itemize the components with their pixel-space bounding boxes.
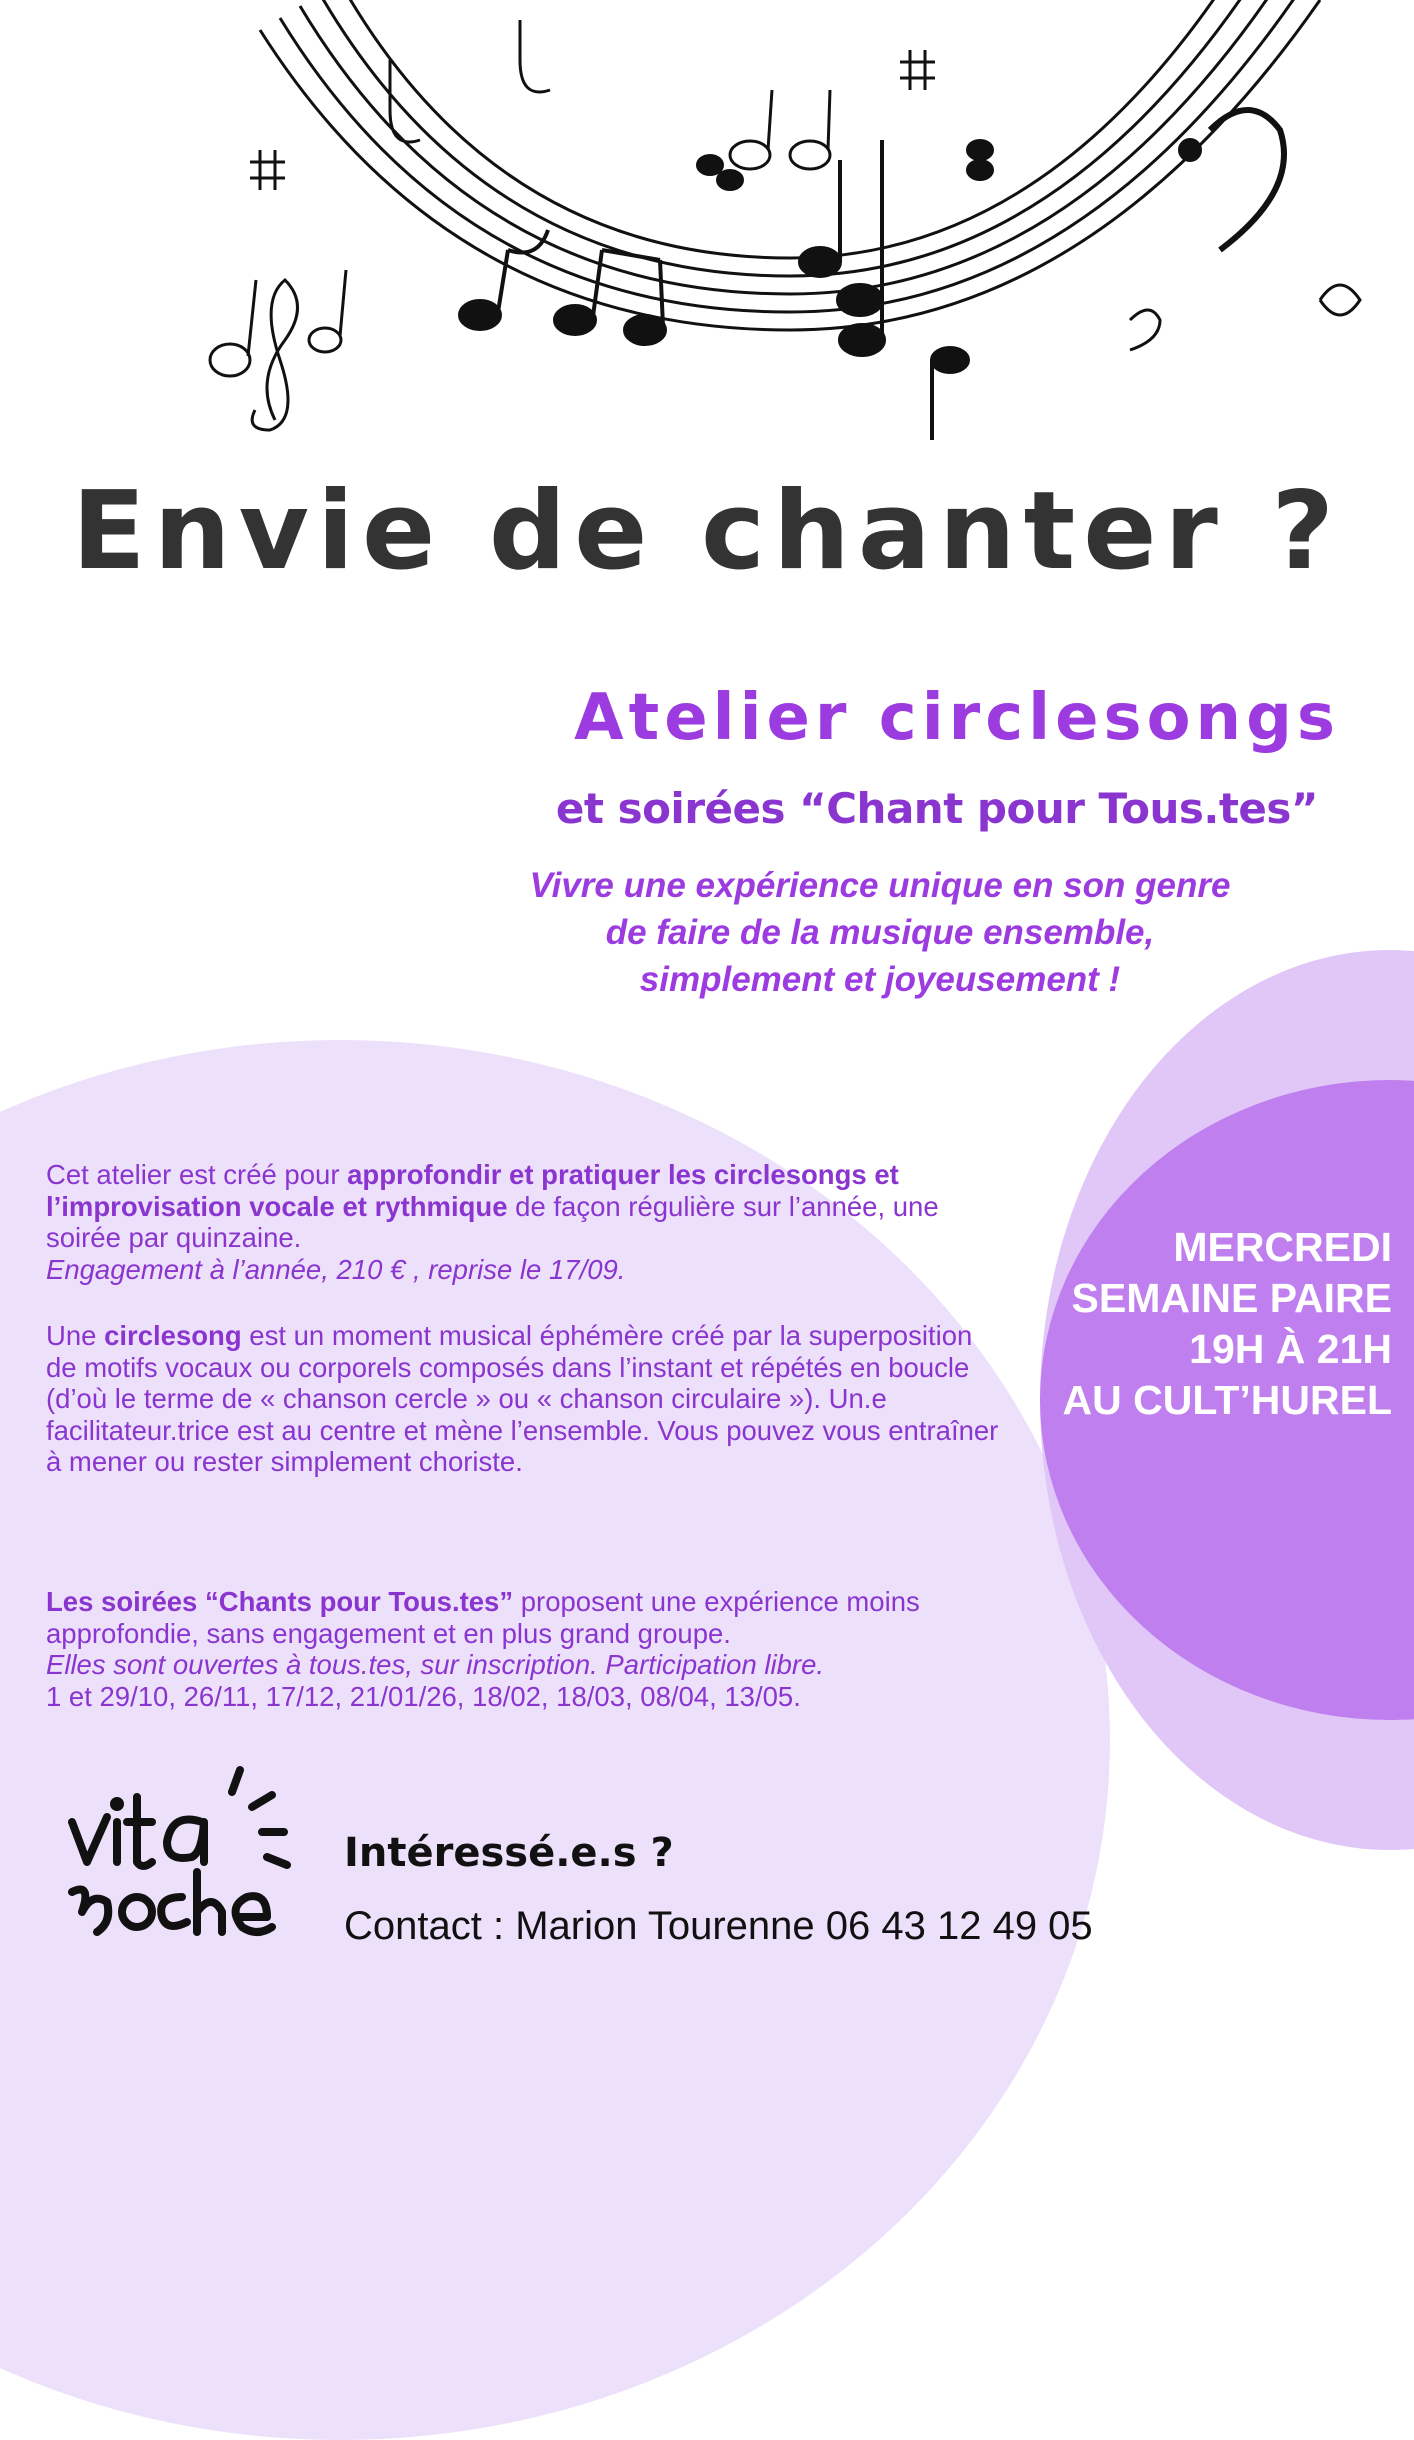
text: de façon régulière sur l’année, une soirée par quinzaine. [46, 1190, 939, 1253]
tagline-line: simplement et joyeusement ! [639, 960, 1121, 999]
tagline-line: Vivre une expérience unique en son genre [529, 866, 1231, 905]
text: est un moment musical éphémère créé par la superposition de motifs vocaux ou corporels composés dans l’instant et répétés en boucle (d’où le terme de « chanson cercle » ou « chanson circulaire »). Un.e facilitateur.trice est au centre et mène l’ensemble. Vous pouvez vous entraîner à mener ou rester simplement choriste. [46, 1320, 999, 1477]
paragraph-soirees [46, 1586, 1006, 1712]
page-title: Envie de chanter ? [71, 469, 1343, 594]
paragraph-circlesong [46, 1320, 1006, 1478]
tagline [400, 862, 1360, 1003]
text: proposent une expérience moins approfondie, sans engagement et en plus grand groupe. [46, 1586, 920, 1649]
contact-info: Contact : Marion Tourenne 06 43 12 49 05 [344, 1904, 1093, 1948]
bold-text: Les soirées “Chants pour Tous.tes” [46, 1586, 514, 1617]
vita-voche-logo [62, 1762, 302, 1962]
schedule-time: 19H À 21H [1189, 1326, 1392, 1372]
italic-text: Engagement à l’année, 210 € , reprise le 17/09. [46, 1253, 626, 1285]
schedule-day: MERCREDI [1173, 1224, 1392, 1270]
interest-heading: Intéressé.e.s ? [344, 1830, 674, 1876]
schedule-info [1063, 1222, 1392, 1426]
italic-text: Elles sont ouvertes à tous.tes, sur inscription. Participation libre. [46, 1649, 825, 1680]
schedule-frequency: SEMAINE PAIRE [1071, 1275, 1392, 1321]
bold-text: circlesong [104, 1320, 242, 1351]
paragraph-atelier [46, 1159, 1006, 1285]
music-notes-staff-illustration [190, 0, 1414, 450]
schedule-location: AU CULT’HUREL [1062, 1377, 1392, 1423]
atelier-title: Atelier circlesongs [574, 681, 1340, 755]
bold-text: approfondir et pratiquer les circlesongs et l’improvisation vocale et rythmique [46, 1159, 899, 1222]
tagline-line: de faire de la musique ensemble, [605, 913, 1155, 952]
dates-text: 1 et 29/10, 26/11, 17/12, 21/01/26, 18/02, 18/03, 08/04, 13/05. [46, 1680, 801, 1712]
text: Cet atelier est créé pour [46, 1159, 348, 1190]
soirees-subtitle: et soirées “Chant pour Tous.tes” [555, 784, 1318, 833]
text: Une [46, 1320, 105, 1351]
